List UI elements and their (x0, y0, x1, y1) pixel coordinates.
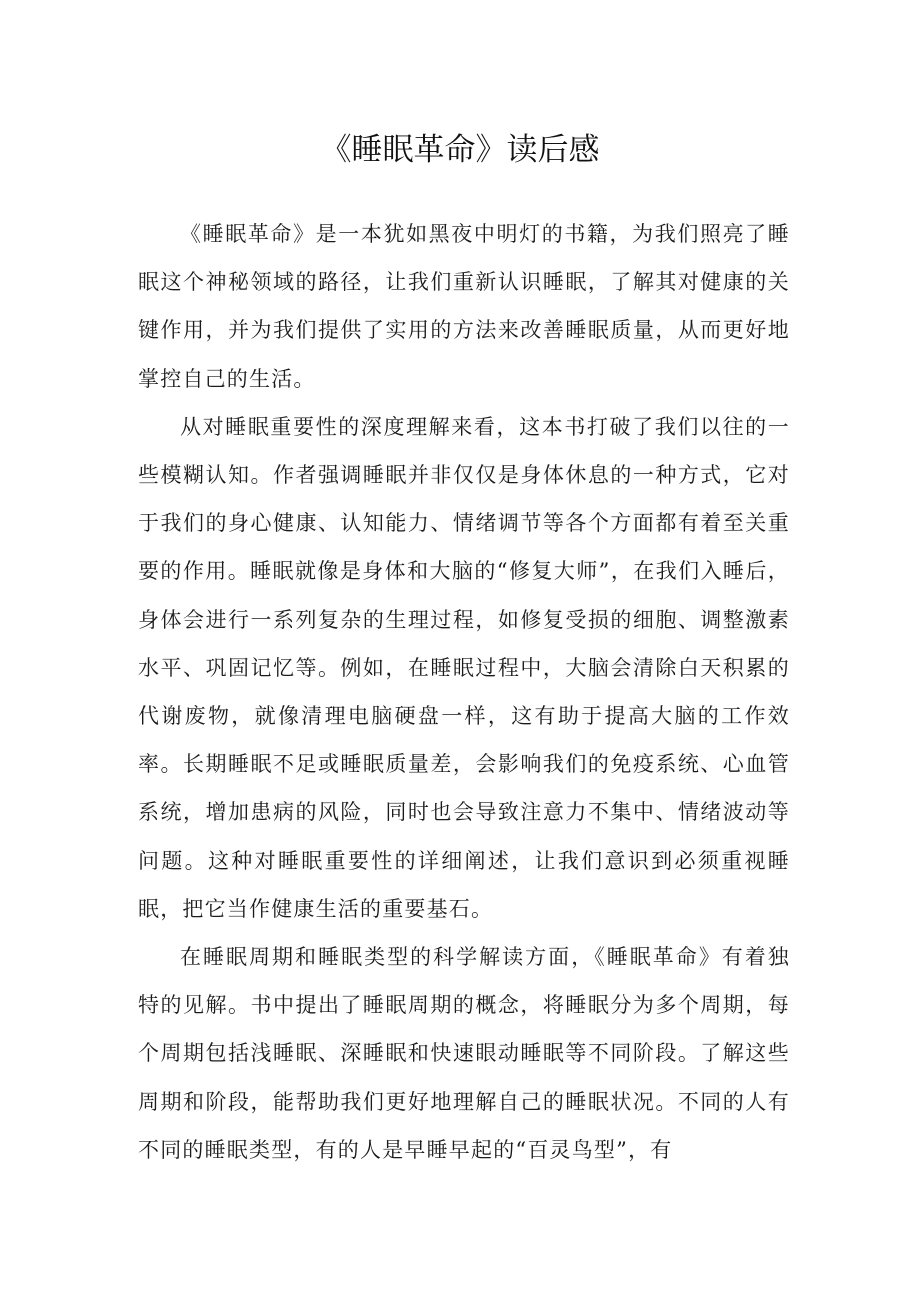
document-body (138, 210, 790, 1174)
document-title: 《睡眠革命》读后感 (320, 132, 600, 168)
paragraph-3: 在睡眠周期和睡眠类型的科学解读方面，《睡眠革命》有着独特的见解。书中提出了睡眠周期的概念，将睡眠分为多个周期，每个周期包括浅睡眠、深睡眠和快速眼动睡眠等不同阶段。了解这些周期和阶段，能帮助我们更好地理解自己的睡眠状况。不同的人有不同的睡眠类型，有的人是早睡早起的“百灵鸟型”，有 (138, 945, 790, 1162)
paragraph-1: 《睡眠革命》是一本犹如黑夜中明灯的书籍，为我们照亮了睡眠这个神秘领域的路径，让我们重新认识睡眠，了解其对健康的关键作用，并为我们提供了实用的方法来改善睡眠质量，从而更好地掌控自己的生活。 (138, 222, 790, 391)
paragraph-2: 从对睡眠重要性的深度理解来看，这本书打破了我们以往的一些模糊认知。作者强调睡眠并非仅仅是身体休息的一种方式，它对于我们的身心健康、认知能力、情绪调节等各个方面都有着至关重要的作用。睡眠就像是身体和大脑的“修复大师”，在我们入睡后，身体会进行一系列复杂的生理过程，如修复受损的细胞、调整激素水平、巩固记忆等。例如，在睡眠过程中，大脑会清除白天积累的代谢废物，就像清理电脑硬盘一样，这有助于提高大脑的工作效率。长期睡眠不足或睡眠质量差，会影响我们的免疫系统、心血管系统，增加患病的风险，同时也会导致注意力不集中、情绪波动等问题。这种对睡眠重要性的详细阐述，让我们意识到必须重视睡眠，把它当作健康生活的重要基石。 (138, 414, 790, 921)
